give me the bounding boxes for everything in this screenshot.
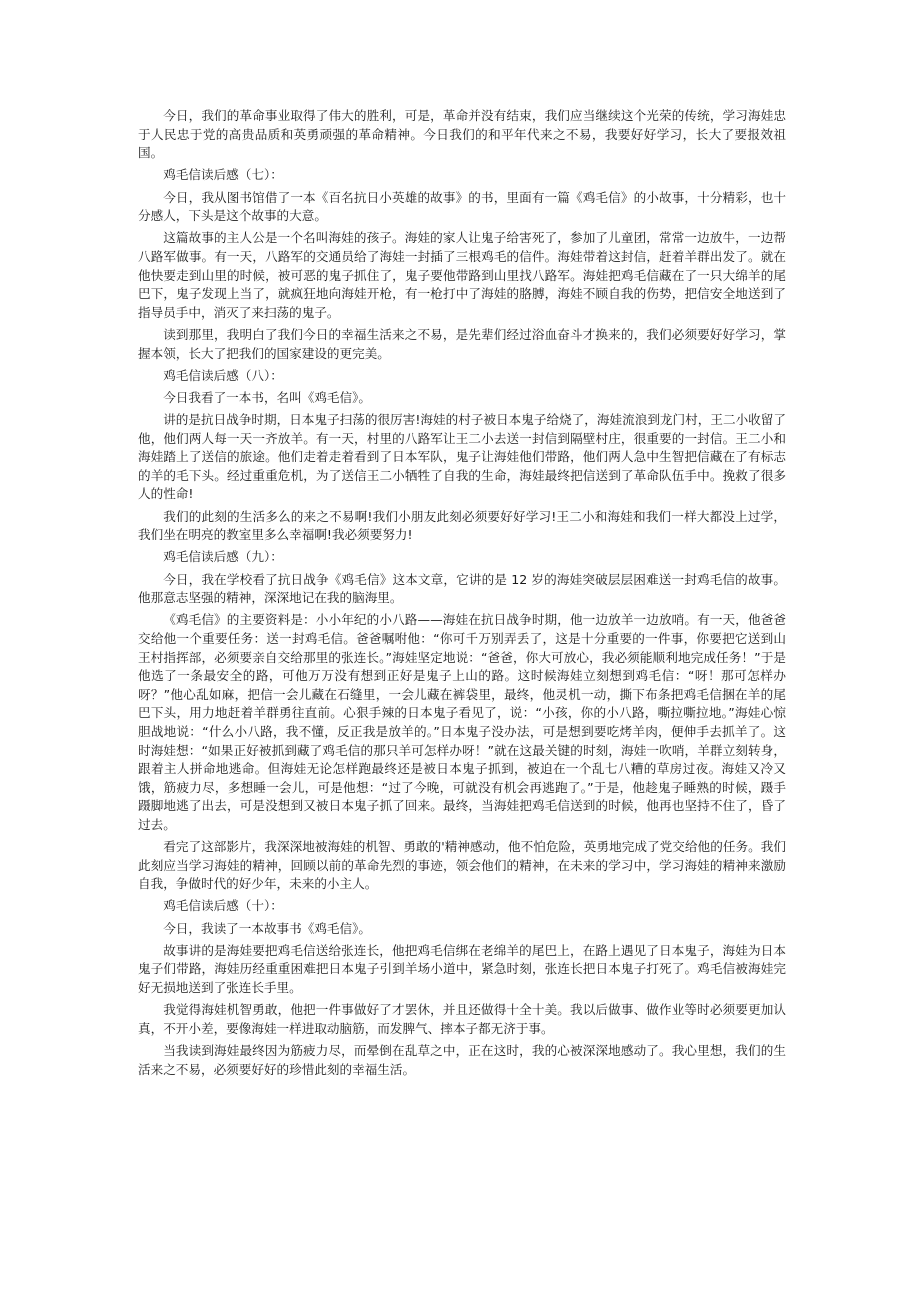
paragraph: 当我读到海娃最终因为筋疲力尽，而晕倒在乱草之中，正在这时，我的心被深深地感动了。我心里想，我们的生活来之不易，必须要好好的珍惜此刻的幸福生活。 <box>138 1043 786 1077</box>
paragraph: 今日，我在学校看了抗日战争《鸡毛信》这本文章，它讲的是 12 岁的海娃突破层层困难送一封鸡毛信的故事。他那意志坚强的精神，深深地记在我的脑海里。 <box>138 571 786 606</box>
paragraph: 故事讲的是海娃要把鸡毛信送给张连长，他把鸡毛信绑在老绵羊的尾巴上，在路上遇见了日本鬼子，海娃为日本鬼子们带路，海娃历经重重困难把日本鬼子引到羊场小道中，紧急时刻，张连长把日本鬼子打死了。鸡毛信被海娃完好无损地送到了张连长手里。 <box>138 942 786 996</box>
document-body <box>138 107 786 1083</box>
paragraph: 今日我看了一本书，名叫《鸡毛信》。 <box>163 389 371 405</box>
paragraph: 今日，我们的革命事业取得了伟大的胜利，可是，革命并没有结束，我们应当继续这个光荣的传统，学习海娃忠于人民忠于党的高贵品质和英勇顽强的革命精神。今日我们的和平年代来之不易，我要好好学习，长大了要报效祖国。 <box>138 108 786 161</box>
paragraph: 今日，我读了一本故事书《鸡毛信》。 <box>163 920 371 936</box>
paragraph: 我们的此刻的生活多么的来之不易啊!我们小朋友此刻必须要好好学习!王二小和海娃和我们一样大都没上过学，我们坐在明亮的教室里多么幸福啊!我必须要努力! <box>138 508 786 543</box>
paragraph: 今日，我从图书馆借了一本《百名抗日小英雄的故事》的书，里面有一篇《鸡毛信》的小故事，十分精彩，也十分感人，下头是这个故事的大意。 <box>138 189 786 224</box>
paragraph: 讲的是抗日战争时期，日本鬼子扫荡的很厉害!海娃的村子被日本鬼子给烧了，海娃流浪到龙门村，王二小收留了他，他们两人每一天一齐放羊。有一天，村里的八路军让王二小去送一封信到隔壁村庄，很重要的一封信。王二小和海娃踏上了送信的旅途。他们走着走着看到了日本军队，鬼子让海娃他们带路，他们两人急中生智把信藏在了有标志的羊的毛下头。经过重重危机，为了送信王二小牺牲了自我的生命，海娃最终把信送到了革命队伍手中。挽救了很多人的性命! <box>138 412 786 502</box>
paragraph: 我觉得海娃机智勇敢，他把一件事做好了才罢休，并且还做得十全十美。我以后做事、做作业等时必须要更加认真，不开小差，要像海娃一样进取动脑筋，而发脾气、摔本子都无济于事。 <box>138 1002 786 1036</box>
section-heading: 鸡毛信读后感（七）： <box>163 167 283 183</box>
section-heading: 鸡毛信读后感（八）： <box>163 367 283 383</box>
paragraph: 这篇故事的主人公是一个名叫海娃的孩子。海娃的家人让鬼子给害死了，参加了儿童团，常常一边放牛，一边帮八路军做事。有一天，八路军的交通员给了海娃一封插了三根鸡毛的信件。海娃带着这封信，赶着羊群出发了。就在他快要走到山里的时候，被可恶的鬼子抓住了，鬼子要他带路到山里找八路军。海娃把鸡毛信藏在了一只大绵羊的尾巴下，鬼子发现上当了，就疯狂地向海娃开枪，有一枪打中了海娃的胳膊，海娃不顾自我的伤势，把信安全地送到了指导员手中，消灭了来扫荡的鬼子。 <box>138 230 786 320</box>
paragraph: 读到那里，我明白了我们今日的幸福生活来之不易，是先辈们经过浴血奋斗才换来的，我们必须要好好学习，掌握本领，长大了把我们的国家建设的更完美。 <box>138 326 786 361</box>
paragraph: 《鸡毛信》的主要资料是：小小年纪的小八路——海娃在抗日战争时期，他一边放羊一边放哨。有一天，他爸爸交给他一个重要任务：送一封鸡毛信。爸爸嘱咐他：“你可千万别弄丢了，这是十分重要的一件事，你要把它送到山王村指挥部，必须要亲自交给那里的张连长。”海娃坚定地说：“爸爸，你大可放心，我必须能顺利地完成任务！”于是他选了一条最安全的路，可他万万没有想到正好是鬼子上山的路。这时候海娃立刻想到鸡毛信：“呀！那可怎样办呀？”他心乱如麻，把信一会儿藏在石缝里，一会儿藏在裤袋里，最终，他灵机一动，撕下布条把鸡毛信捆在羊的尾巴下头，用力地赶着羊群勇往直前。心狠手辣的日本鬼子看见了，说：“小孩，你的小八路，嘶拉嘶拉地。”海娃心惊胆战地说：“什么小八路，我不懂，反正我是放羊的。”日本鬼子没办法，可是想到要吃烤羊肉，便伸手去抓羊了。这时海娃想：“如果正好被抓到藏了鸡毛信的那只羊可怎样办呀！”就在这最关键的时刻，海娃一吹哨，羊群立刻转身，跟着主人拼命地逃命。但海娃无论怎样跑最终还是被日本鬼子抓到，被迫在一个乱七八糟的草房过夜。海娃又冷又饿，筋疲力尽，多想睡一会儿，可是他想：“过了今晚，可就没有机会再逃跑了。”于是，他趁鬼子睡熟的时候，蹑手蹑脚地逃了出去，可是没想到又被日本鬼子抓了回来。最终，当海娃把鸡毛信送到的时候，他再也坚持不住了，昏了过去。 <box>138 612 786 832</box>
section-heading: 鸡毛信读后感（九）： <box>163 549 283 565</box>
paragraph: 看完了这部影片，我深深地被海娃的机智、勇敢的'精神感动，他不怕危险，英勇地完成了党交给他的任务。我们此刻应当学习海娃的精神，回顾以前的革命先烈的事迹，领会他们的精神，在未来的学习中，学习海娃的精神来激励自我，争做时代的好少年，未来的小主人。 <box>138 839 786 892</box>
section-heading: 鸡毛信读后感（十）： <box>163 898 283 914</box>
